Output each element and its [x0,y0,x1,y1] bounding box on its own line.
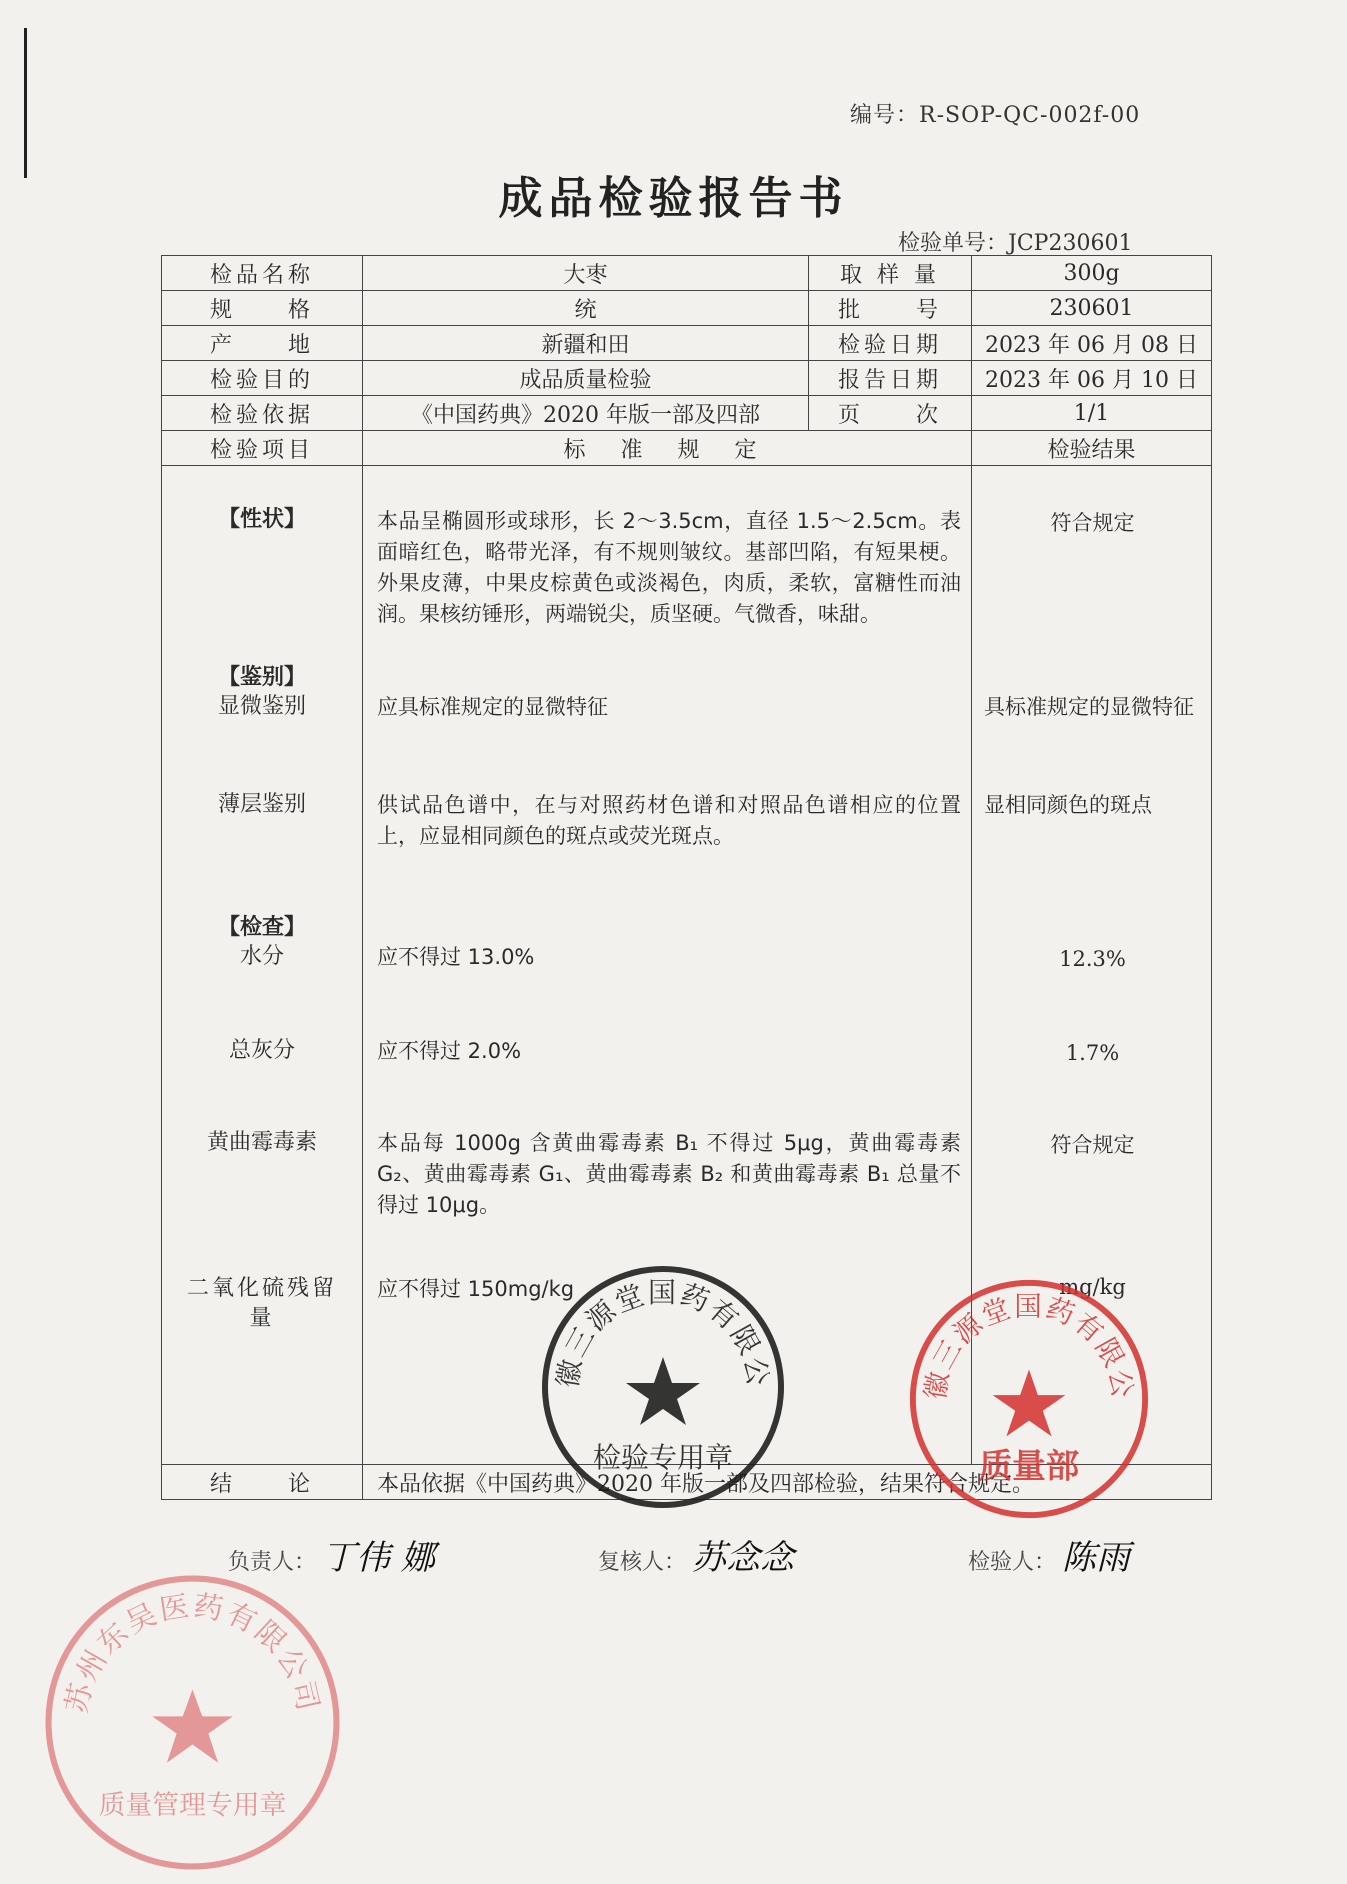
ash-label: 总灰分 [228,1038,295,1063]
quality-dept-seal-text: 徽三源堂国药有限公 [919,1290,1139,1402]
distributor-seal-bottom: 质量管理专用章 [98,1790,287,1821]
test-date-value: 2023 年 06 月 08 日 [972,326,1212,361]
microscopic-label: 显微鉴别 [217,694,306,719]
item-column [162,466,363,1465]
water-standard: 应不得过 13.0% [377,945,535,969]
microscopic-result: 具标准规定的显微特征 [984,695,1194,719]
distributor-seal [40,1570,345,1875]
responsible-name: 丁伟 娜 [322,1538,435,1578]
origin-label: 产 地 [162,326,363,361]
test-date-label: 检验日期 [809,326,972,361]
sample-qty-value: 300g [972,256,1212,291]
origin-value: 新疆和田 [363,326,809,361]
page-title: 成品检验报告书 [498,173,849,224]
inspection-seal-graphic [538,1262,788,1512]
reviewer-name: 苏念念 [692,1538,795,1578]
water-result: 12.3% [1059,947,1126,971]
inspector-name: 陈雨 [1062,1538,1131,1578]
svg-text:安徽三源堂国药有限公司 [538,1262,775,1390]
batch-label: 批 号 [809,291,972,326]
distributor-seal-graphic [40,1570,345,1875]
microscopic-standard: 应具标准规定的显微特征 [377,695,608,719]
ash-standard: 应不得过 2.0% [377,1039,522,1063]
responsible-label: 负责人： [228,1550,317,1575]
inspection-seal [538,1262,788,1512]
character-label: 【性状】 [217,506,306,532]
tlc-label: 薄层鉴别 [217,792,306,817]
so2-result: mg/kg [1059,1275,1126,1299]
water-label: 水分 [239,944,284,969]
spec-value: 统 [363,291,809,326]
quality-dept-seal-bottom: 质量部 [978,1446,1080,1486]
tlc-result: 显相同颜色的斑点 [984,793,1152,817]
item-header: 检验项目 [162,431,363,466]
sample-qty-label: 取 样 量 [809,256,972,291]
tlc-standard: 供试品色谱中，在与对照药材色谱和对照品色谱相应的位置上，应显相同颜色的斑点或荧光斑点。 [377,793,961,848]
spec-label: 规 格 [162,291,363,326]
inspection-seal-text: 徽三源堂国药有限公 [551,1276,775,1390]
reviewer-label: 复核人： [598,1550,687,1575]
result-header: 检验结果 [972,431,1212,466]
aflatoxin-result: 符合规定 [1050,1133,1135,1157]
purpose-value: 成品质量检验 [363,361,809,396]
inspection-seal-bottom: 检验专用章 [592,1441,734,1474]
aflatoxin-label: 黄曲霉毒素 [206,1130,317,1155]
reviewer-signature [598,1530,794,1579]
purpose-label: 检验目的 [162,361,363,396]
inspector-label: 检验人： [968,1550,1057,1575]
page-label: 页 次 [809,396,972,431]
sample-name-label: 检品名称 [162,256,363,291]
report-date-value: 2023 年 06 月 10 日 [972,361,1212,396]
report-number: 检验单号：JCP230601 [898,231,1133,256]
inspector-signature [968,1530,1130,1579]
check-label: 【检查】 [217,914,306,940]
conclusion-label: 结 论 [162,1465,363,1500]
basis-value: 《中国药典》2020 年版一部及四部 [363,396,809,431]
page-value: 1/1 [972,396,1212,431]
so2-label: 二氧化硫残留量 [186,1276,337,1331]
quality-dept-seal-graphic [906,1276,1152,1522]
report-date-label: 报告日期 [809,361,972,396]
ash-result: 1.7% [1065,1041,1120,1065]
conclusion-text: 本品依据《中国药典》2020 年版一部及四部检验，结果符合规定。 [363,1465,1212,1500]
batch-value: 230601 [972,291,1212,326]
distributor-seal-text: 苏州东吴医药有限公司 [59,1588,326,1717]
basis-label: 检验依据 [162,396,363,431]
standard-header: 标 准 规 定 [363,431,972,466]
quality-dept-seal [906,1276,1152,1522]
aflatoxin-standard: 本品每 1000g 含黄曲霉毒素 B₁ 不得过 5μg，黄曲霉毒素 G₂、黄曲霉毒素 G₁、黄曲霉毒素 B₂ 和黄曲霉毒素 B₁ 总量不得过 10μg。 [377,1131,961,1217]
svg-text:安徽三源堂国药有限公司 [906,1276,1139,1402]
identification-label: 【鉴别】 [217,664,306,690]
character-standard: 本品呈椭圆形或球形，长 2～3.5cm，直径 1.5～2.5cm。表面暗红色，略带光泽，有不规则皱纹。基部凹陷，有短果梗。外果皮薄，中果皮棕黄色或淡褐色，肉质，柔软，富糖性而油润。果核纺锤形，两端锐尖，质坚硬。气微香，味甜。 [377,509,961,626]
edge-scan-mark [24,28,27,178]
character-result: 符合规定 [1050,511,1135,535]
document-number: 编号：R-SOP-QC-002f-00 [850,103,1141,128]
so2-standard: 应不得过 150mg/kg [377,1277,575,1301]
sample-name-value: 大枣 [363,256,809,291]
